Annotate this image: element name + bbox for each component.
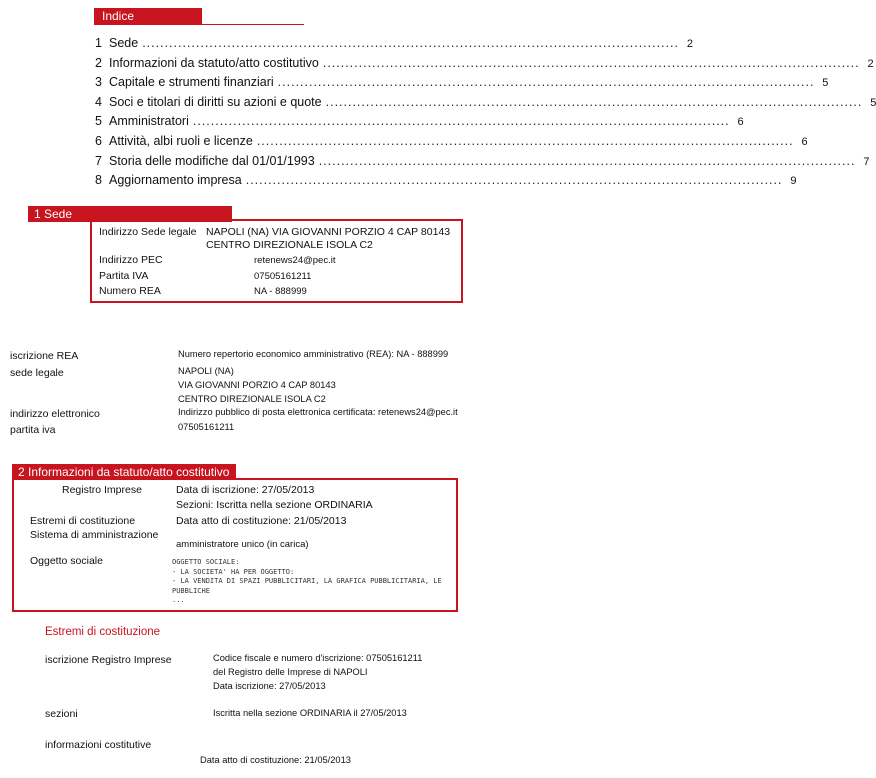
detail-value-sede-1: NAPOLI (NA) [178,366,234,376]
toc-item[interactable] [95,55,874,76]
statuto-label-oggetto: Oggetto sociale [30,555,103,567]
toc-item-title: Informazioni da statuto/atto costitutivo [109,55,319,70]
index-header: Indice [94,8,202,24]
toc-leader-dots: ........................................................................................................................ [318,153,856,168]
sede-label-piva: Partita IVA [99,270,149,282]
toc-item-number: 1 [95,36,102,50]
index-header-rule [94,24,304,25]
toc-item-page: 2 [867,57,874,70]
toc-item-page: 6 [801,135,808,148]
toc-leader-dots: ........................................................................................................................ [245,173,783,188]
sede-value-piva: 07505161211 [254,271,312,282]
toc-item[interactable] [95,114,744,134]
toc-item[interactable] [95,133,808,154]
toc-item-page: 5 [822,77,829,90]
statuto-label-estremi: Estremi di costituzione [30,515,136,527]
toc-item-title: Capitale e strumenti finanziari [109,75,274,90]
toc-leader-dots: ........................................................................................................................ [277,75,815,90]
statuto-header: 2 Informazioni da statuto/atto costitutivo [12,464,236,480]
detail-label-rea: iscrizione REA [10,350,79,362]
sede-value-address: NAPOLI (NA) VIA GIOVANNI PORZIO 4 CAP 80143 [206,226,451,238]
detail-label-sede: sede legale [10,367,64,379]
toc-item-number: 6 [95,133,102,148]
toc-leader-dots: ........................................................................................................................ [142,36,679,50]
sede-value-rea: NA - 888999 [254,286,307,297]
detail-label-piva: partita iva [10,424,56,436]
toc-item-title: Aggiornamento impresa [109,173,242,188]
sede-label-pec: Indirizzo PEC [99,254,163,266]
detail-value-sede-3: CENTRO DIREZIONALE ISOLA C2 [178,394,326,404]
toc-item-page: 9 [790,175,797,188]
detail-value-rea: Numero repertorio economico amministrativo (REA): NA - 888999 [178,349,449,359]
statuto-value-sistema: amministratore unico (in carica) [176,539,309,550]
toc-item-number: 2 [95,55,102,70]
detail-value-piva: 07505161211 [178,422,235,432]
toc-item[interactable] [95,36,693,56]
detail-value-email: Indirizzo pubblico di posta elettronica certificata: retenews24@pec.it [178,407,458,417]
sede-header: 1 Sede [28,206,232,222]
sede-value-pec: retenews24@pec.it [254,255,336,266]
toc-item-title: Sede [109,36,139,50]
sede-label-address: Indirizzo Sede legale [99,226,197,238]
oggetto-line: ... [172,596,185,605]
estremi-title: Estremi di costituzione [45,626,161,638]
toc-item-page: 6 [737,116,744,129]
sede-label-rea: Numero REA [99,285,161,297]
toc-item-page: 5 [870,96,876,109]
oggetto-line: PUBBLICHE [172,586,210,595]
toc-item[interactable] [95,153,870,174]
toc-item-number: 5 [95,114,102,129]
oggetto-line: - LA SOCIETA' HA PER OGGETTO: [172,567,295,576]
toc-item-number: 8 [95,173,102,188]
oggetto-line: - LA VENDITA DI SPAZI PUBBLICITARI, LA GRAFICA PUBBLICITARIA, LE [172,577,442,586]
estremi-value-info: Data atto di costituzione: 21/05/2013 [200,755,351,765]
estremi-value-iscrizione-2: del Registro delle Imprese di NAPOLI [213,667,368,677]
toc-item-title: Attività, albi ruoli e licenze [109,133,253,148]
toc-item-number: 7 [95,153,102,168]
estremi-value-iscrizione-1: Codice fiscale e numero d'iscrizione: 07505161211 [213,653,423,663]
toc-item-title: Soci e titolari di diritti su azioni e quote [109,94,322,109]
toc-item[interactable] [95,173,797,193]
toc-leader-dots: ........................................................................................................................ [192,114,730,129]
toc-leader-dots: ........................................................................................................................ [256,133,794,148]
statuto-oggetto-text [172,558,450,606]
estremi-value-iscrizione-3: Data iscrizione: 27/05/2013 [213,681,326,691]
estremi-label-sezioni: sezioni [45,708,78,720]
estremi-label-iscrizione: iscrizione Registro Imprese [45,654,172,666]
sede-value-address-2: CENTRO DIREZIONALE ISOLA C2 [206,239,373,251]
oggetto-line: OGGETTO SOCIALE: [172,558,240,566]
statuto-label-registro: Registro Imprese [62,484,142,496]
table-of-contents [95,36,876,193]
toc-item-page: 7 [863,155,870,168]
statuto-value-registro-2: Sezioni: Iscritta nella sezione ORDINARIA [176,499,373,511]
toc-item-title: Amministratori [109,114,189,129]
toc-item-number: 3 [95,75,102,90]
toc-item-title: Storia delle modifiche dal 01/01/1993 [109,153,315,168]
toc-item[interactable] [95,75,829,95]
statuto-label-sistema: Sistema di amministrazione [30,529,159,541]
toc-leader-dots: ........................................................................................................................ [325,94,863,109]
statuto-value-registro-1: Data di iscrizione: 27/05/2013 [176,484,315,496]
toc-item[interactable] [95,94,876,115]
toc-leader-dots: ........................................................................................................................ [322,55,860,70]
detail-value-sede-2: VIA GIOVANNI PORZIO 4 CAP 80143 [178,380,336,390]
estremi-value-sezioni: Iscritta nella sezione ORDINARIA il 27/05/2013 [213,708,407,718]
detail-label-email: indirizzo elettronico [10,408,100,420]
toc-item-page: 2 [686,38,693,50]
toc-item-number: 4 [95,94,102,109]
estremi-label-info: informazioni costitutive [45,739,152,751]
statuto-value-estremi: Data atto di costituzione: 21/05/2013 [176,515,347,527]
